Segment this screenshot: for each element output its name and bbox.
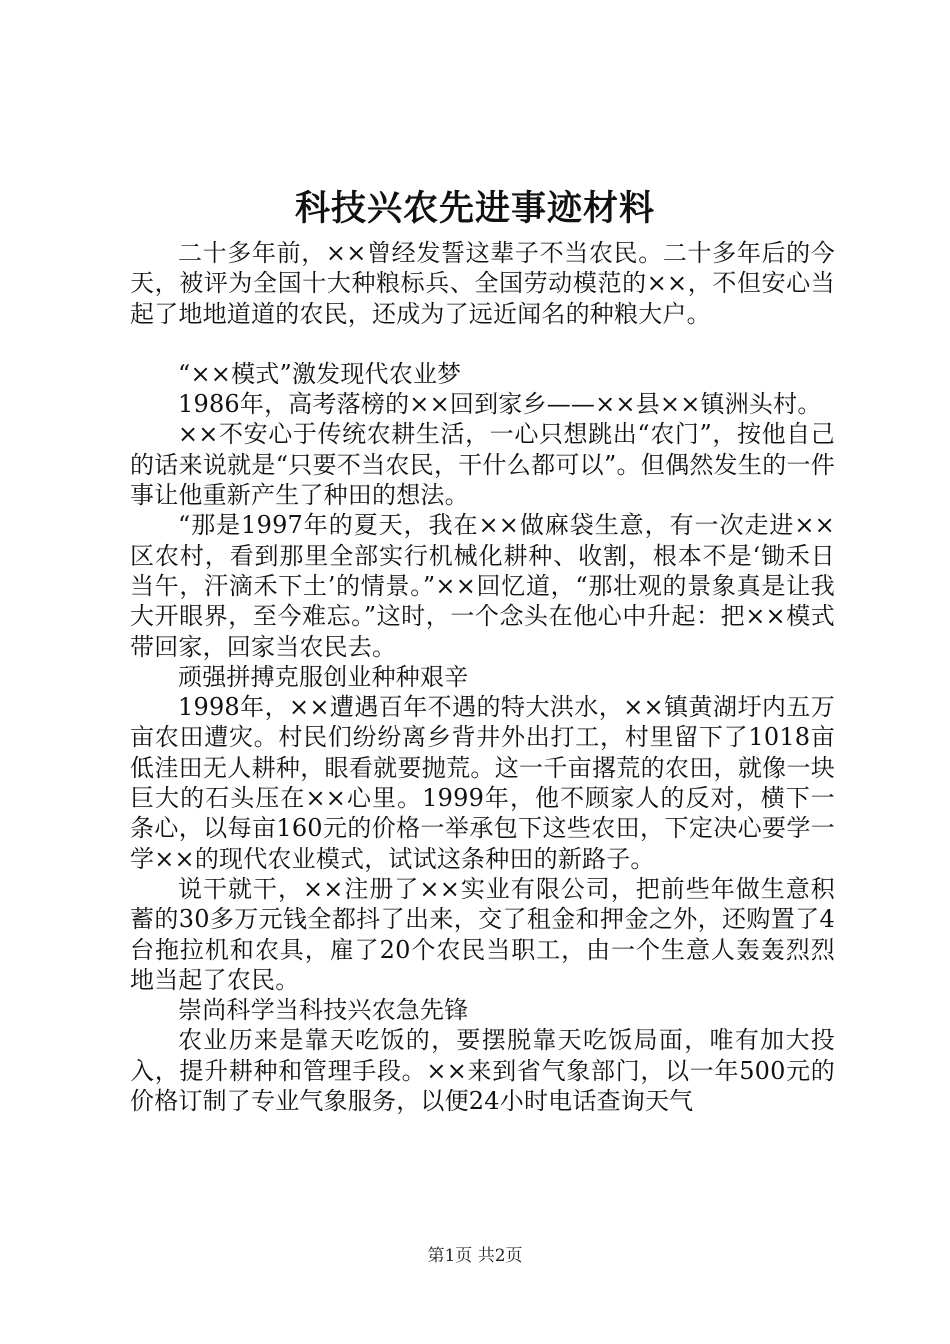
section-heading-model: “××模式”激发现代农业梦	[178, 359, 462, 388]
paragraph: ××不安心于传统农耕生活，一心只想跳出“农门”，按他自己的话来说就是“只要不当农民，干什么都可以”。但偶然发生的一件事让他重新产生了种田的想法。	[130, 420, 835, 510]
paragraph: 1986年，高考落榜的××回到家乡——××县××镇洲头村。	[178, 390, 822, 419]
section-heading-struggle: 顽强拼搏克服创业种种艰辛	[178, 662, 469, 691]
paragraph: 说干就干，××注册了××实业有限公司，把前些年做生意积蓄的30多万元钱全都抖了出来，交了租金和押金之外，还购置了4台拖拉机和农具，雇了20个农民当职工，由一个生意人轰轰烈烈地当起了农民。	[130, 874, 835, 994]
page-footer: 第1页 共2页	[427, 1246, 523, 1266]
document-body	[130, 238, 835, 1116]
paragraph-gap	[130, 329, 835, 359]
paragraph-intro: 二十多年前，××曾经发誓这辈子不当农民。二十多年后的今天，被评为全国十大种粮标兵、全国劳动模范的××，不但安心当起了地地道道的农民，还成为了远近闻名的种粮大户。	[130, 239, 835, 328]
paragraph: “那是1997年的夏天，我在××做麻袋生意，有一次走进××区农村，看到那里全部实行机械化耕种、收割，根本不是‘锄禾日当午，汗滴禾下土’的情景。”××回忆道，“那壮观的景象真是让我大开眼界，至今难忘。”这时，一个念头在他心中升起：把××模式带回家，回家当农民去。	[130, 511, 835, 661]
document-title: 科技兴农先进事迹材料	[294, 188, 655, 229]
paragraph: 农业历来是靠天吃饭的，要摆脱靠天吃饭局面，唯有加大投入，提升耕种和管理手段。××来到省气象部门，以一年500元的价格订制了专业气象服务，以便24小时电话查询天气	[130, 1026, 835, 1116]
paragraph: 1998年，××遭遇百年不遇的特大洪水，××镇黄湖圩内五万亩农田遭灾。村民们纷纷离乡背井外出打工，村里留下了1018亩低洼田无人耕种，眼看就要抛荒。这一千亩撂荒的农田，就像一块巨大的石头压在××心里。1999年，他不顾家人的反对，横下一条心，以每亩160元的价格一举承包下这些农田，下定决心要学一学××的现代农业模式，试试这条种田的新路子。	[130, 693, 835, 873]
section-heading-science: 崇尚科学当科技兴农急先锋	[178, 996, 469, 1025]
